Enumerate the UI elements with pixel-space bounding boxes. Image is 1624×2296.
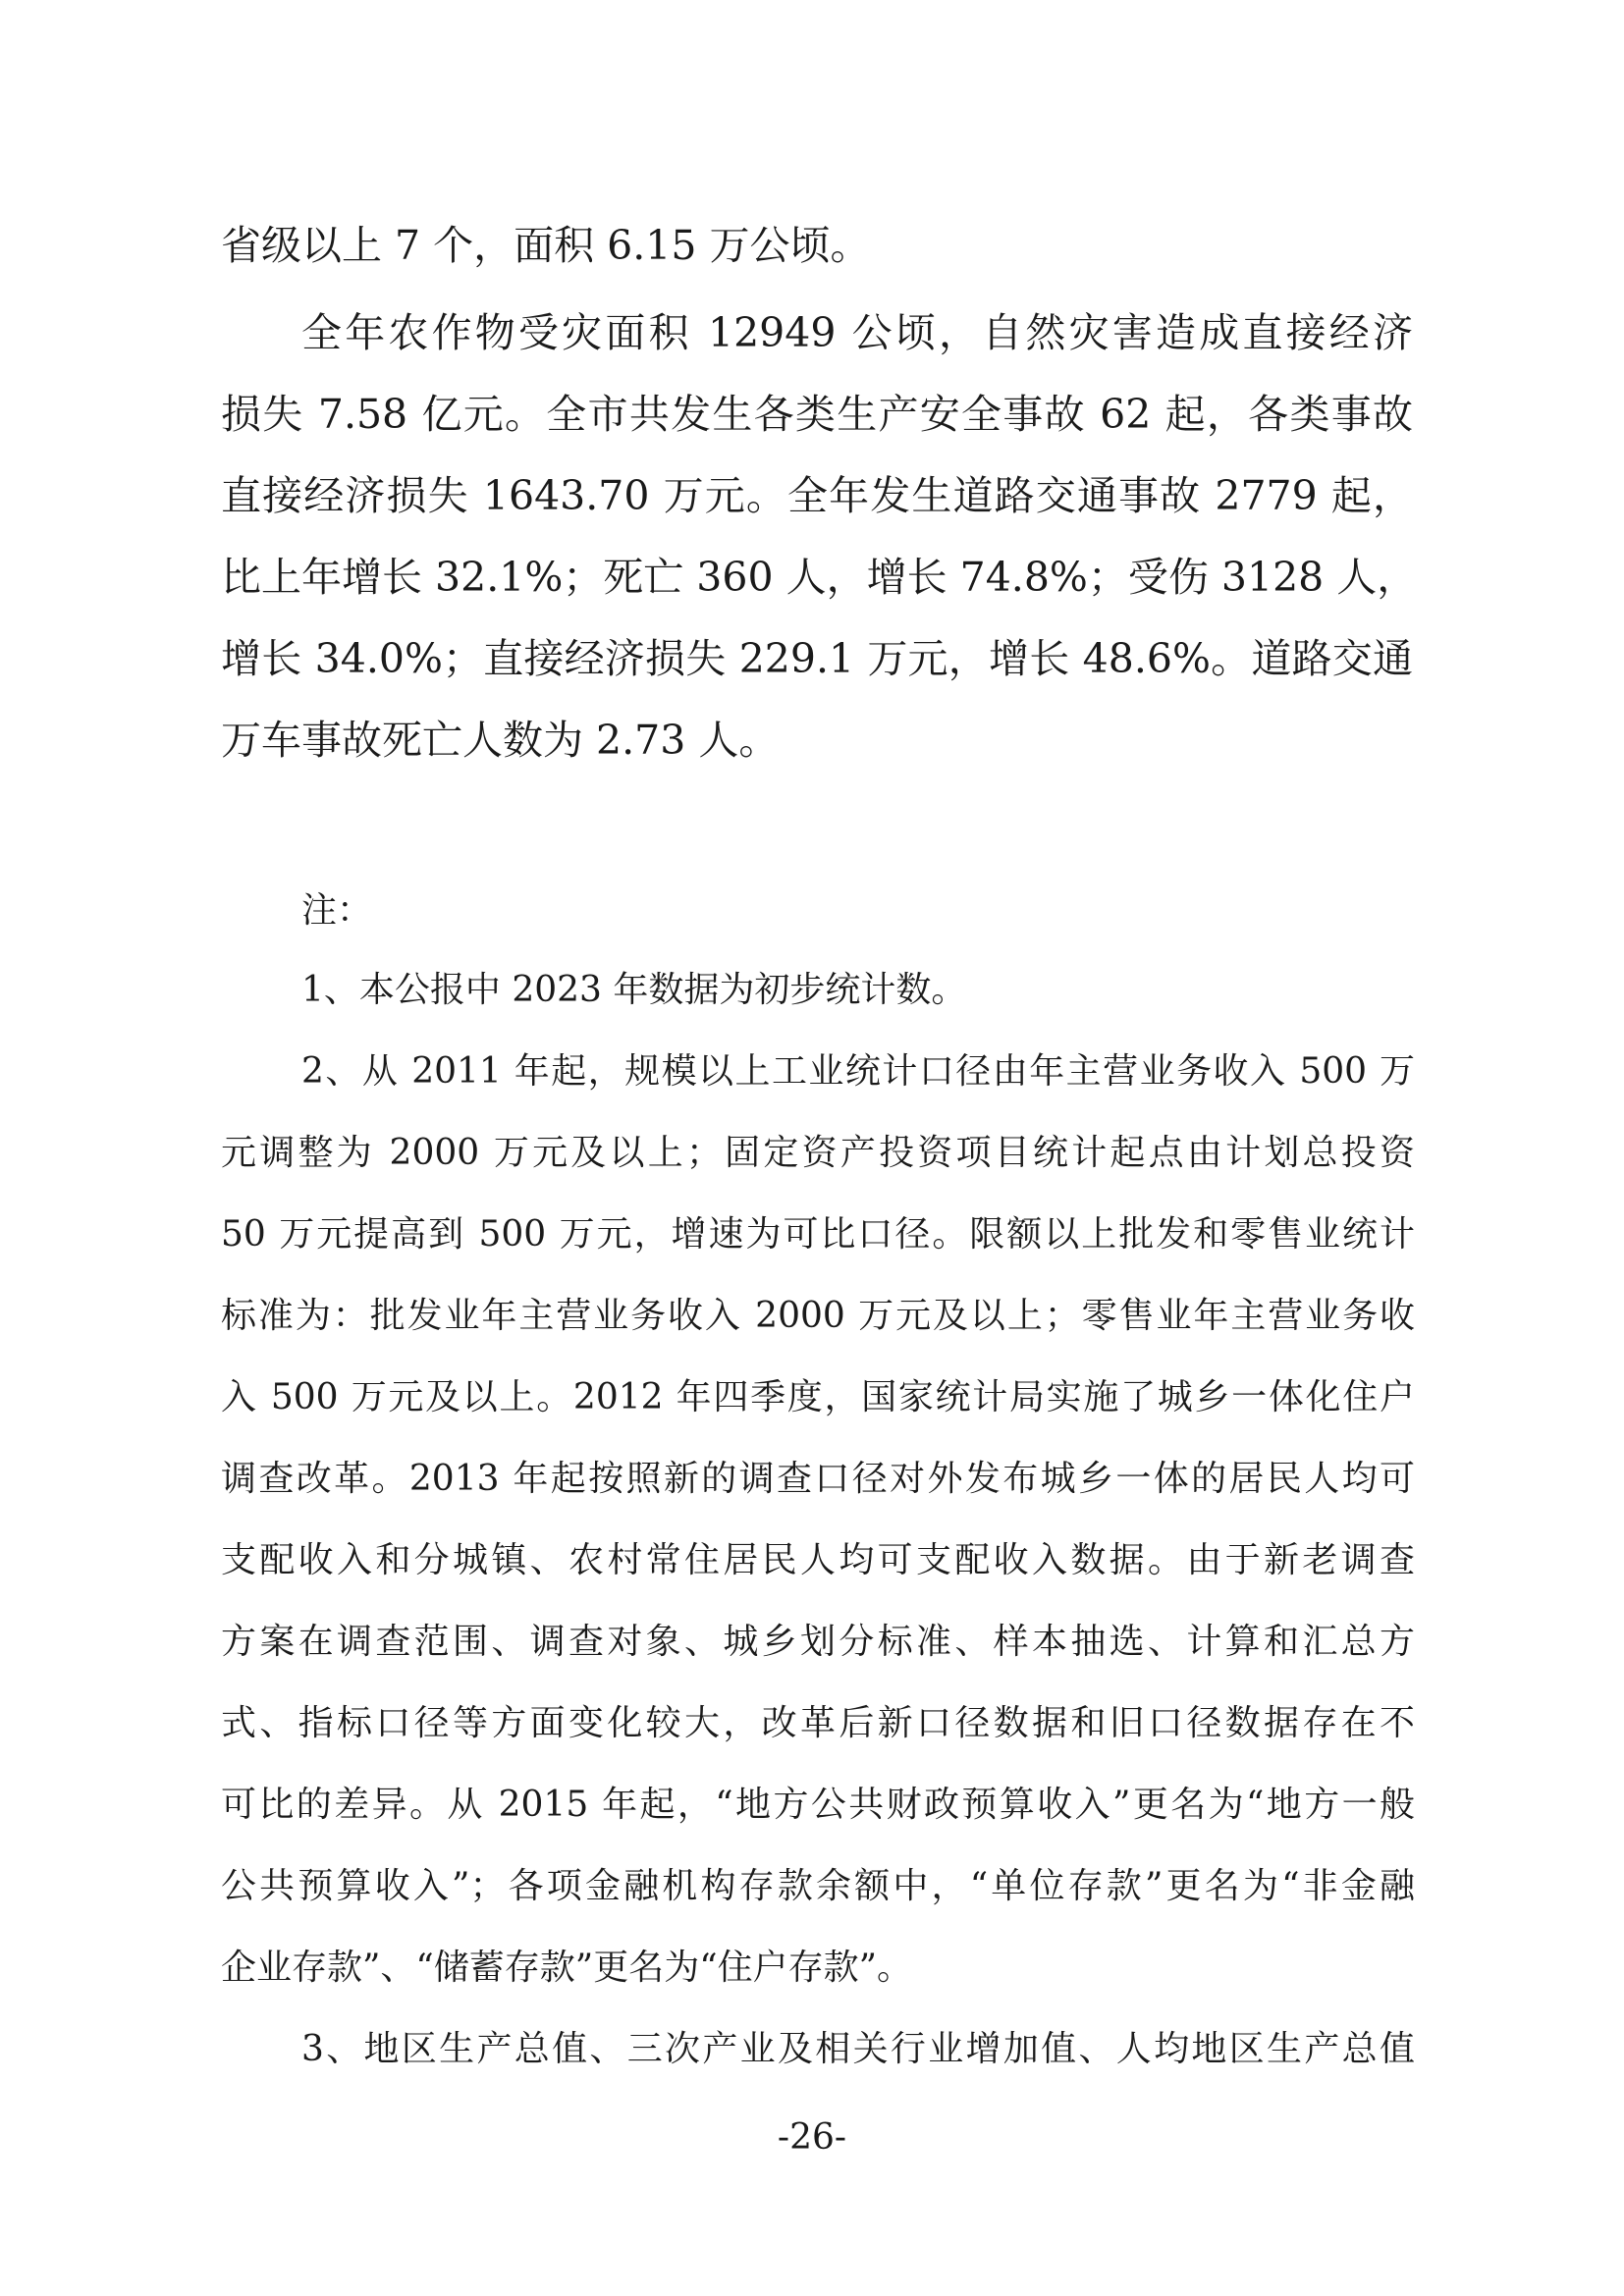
note-line: 支配收入和分城镇、农村常住居民人均可支配收入数据。由于新老调查 bbox=[221, 1540, 1415, 1580]
note-line: 元调整为 2000 万元及以上；固定资产投资项目统计起点由计划总投资 bbox=[221, 1133, 1415, 1173]
note-line: 公共预算收入”；各项金融机构存款余额中，“单位存款”更名为“非金融 bbox=[221, 1866, 1415, 1906]
note-line: 50 万元提高到 500 万元，增速为可比口径。限额以上批发和零售业统计 bbox=[221, 1214, 1415, 1255]
body-line: 全年农作物受灾面积 12949 公顷，自然灾害造成直接经济 bbox=[301, 309, 1413, 356]
body-line: 比上年增长 32.1%；死亡 360 人，增长 74.8%；受伤 3128 人， bbox=[221, 554, 1418, 601]
body-line: 万车事故死亡人数为 2.73 人。 bbox=[221, 717, 780, 764]
body-line: 增长 34.0%；直接经济损失 229.1 万元，增长 48.6%。道路交通 bbox=[221, 635, 1413, 682]
body-line: 损失 7.58 亿元。全市共发生各类生产安全事故 62 起，各类事故 bbox=[221, 391, 1413, 438]
notes-heading: 注： bbox=[301, 890, 373, 931]
note-line: 2、从 2011 年起，规模以上工业统计口径由年主营业务收入 500 万 bbox=[301, 1051, 1415, 1092]
page-number: -26- bbox=[777, 2117, 847, 2158]
note-line: 企业存款”、“储蓄存款”更名为“住户存款”。 bbox=[221, 1948, 913, 1988]
note-line: 3、地区生产总值、三次产业及相关行业增加值、人均地区生产总值 bbox=[301, 2029, 1415, 2069]
note-line: 可比的差异。从 2015 年起，“地方公共财政预算收入”更名为“地方一般 bbox=[221, 1785, 1415, 1825]
body-line: 省级以上 7 个，面积 6.15 万公顷。 bbox=[221, 222, 871, 269]
note-line: 调查改革。2013 年起按照新的调查口径对外发布城乡一体的居民人均可 bbox=[221, 1459, 1415, 1499]
note-line: 方案在调查范围、调查对象、城乡划分标准、样本抽选、计算和汇总方 bbox=[221, 1622, 1415, 1662]
note-line: 标准为：批发业年主营业务收入 2000 万元及以上；零售业年主营业务收 bbox=[221, 1296, 1415, 1336]
note-line: 式、指标口径等方面变化较大，改革后新口径数据和旧口径数据存在不 bbox=[221, 1703, 1415, 1743]
note-line: 1、本公报中 2023 年数据为初步统计数。 bbox=[301, 970, 967, 1010]
note-line: 入 500 万元及以上。2012 年四季度，国家统计局实施了城乡一体化住户 bbox=[221, 1377, 1415, 1417]
body-line: 直接经济损失 1643.70 万元。全年发生道路交通事故 2779 起， bbox=[221, 472, 1413, 519]
